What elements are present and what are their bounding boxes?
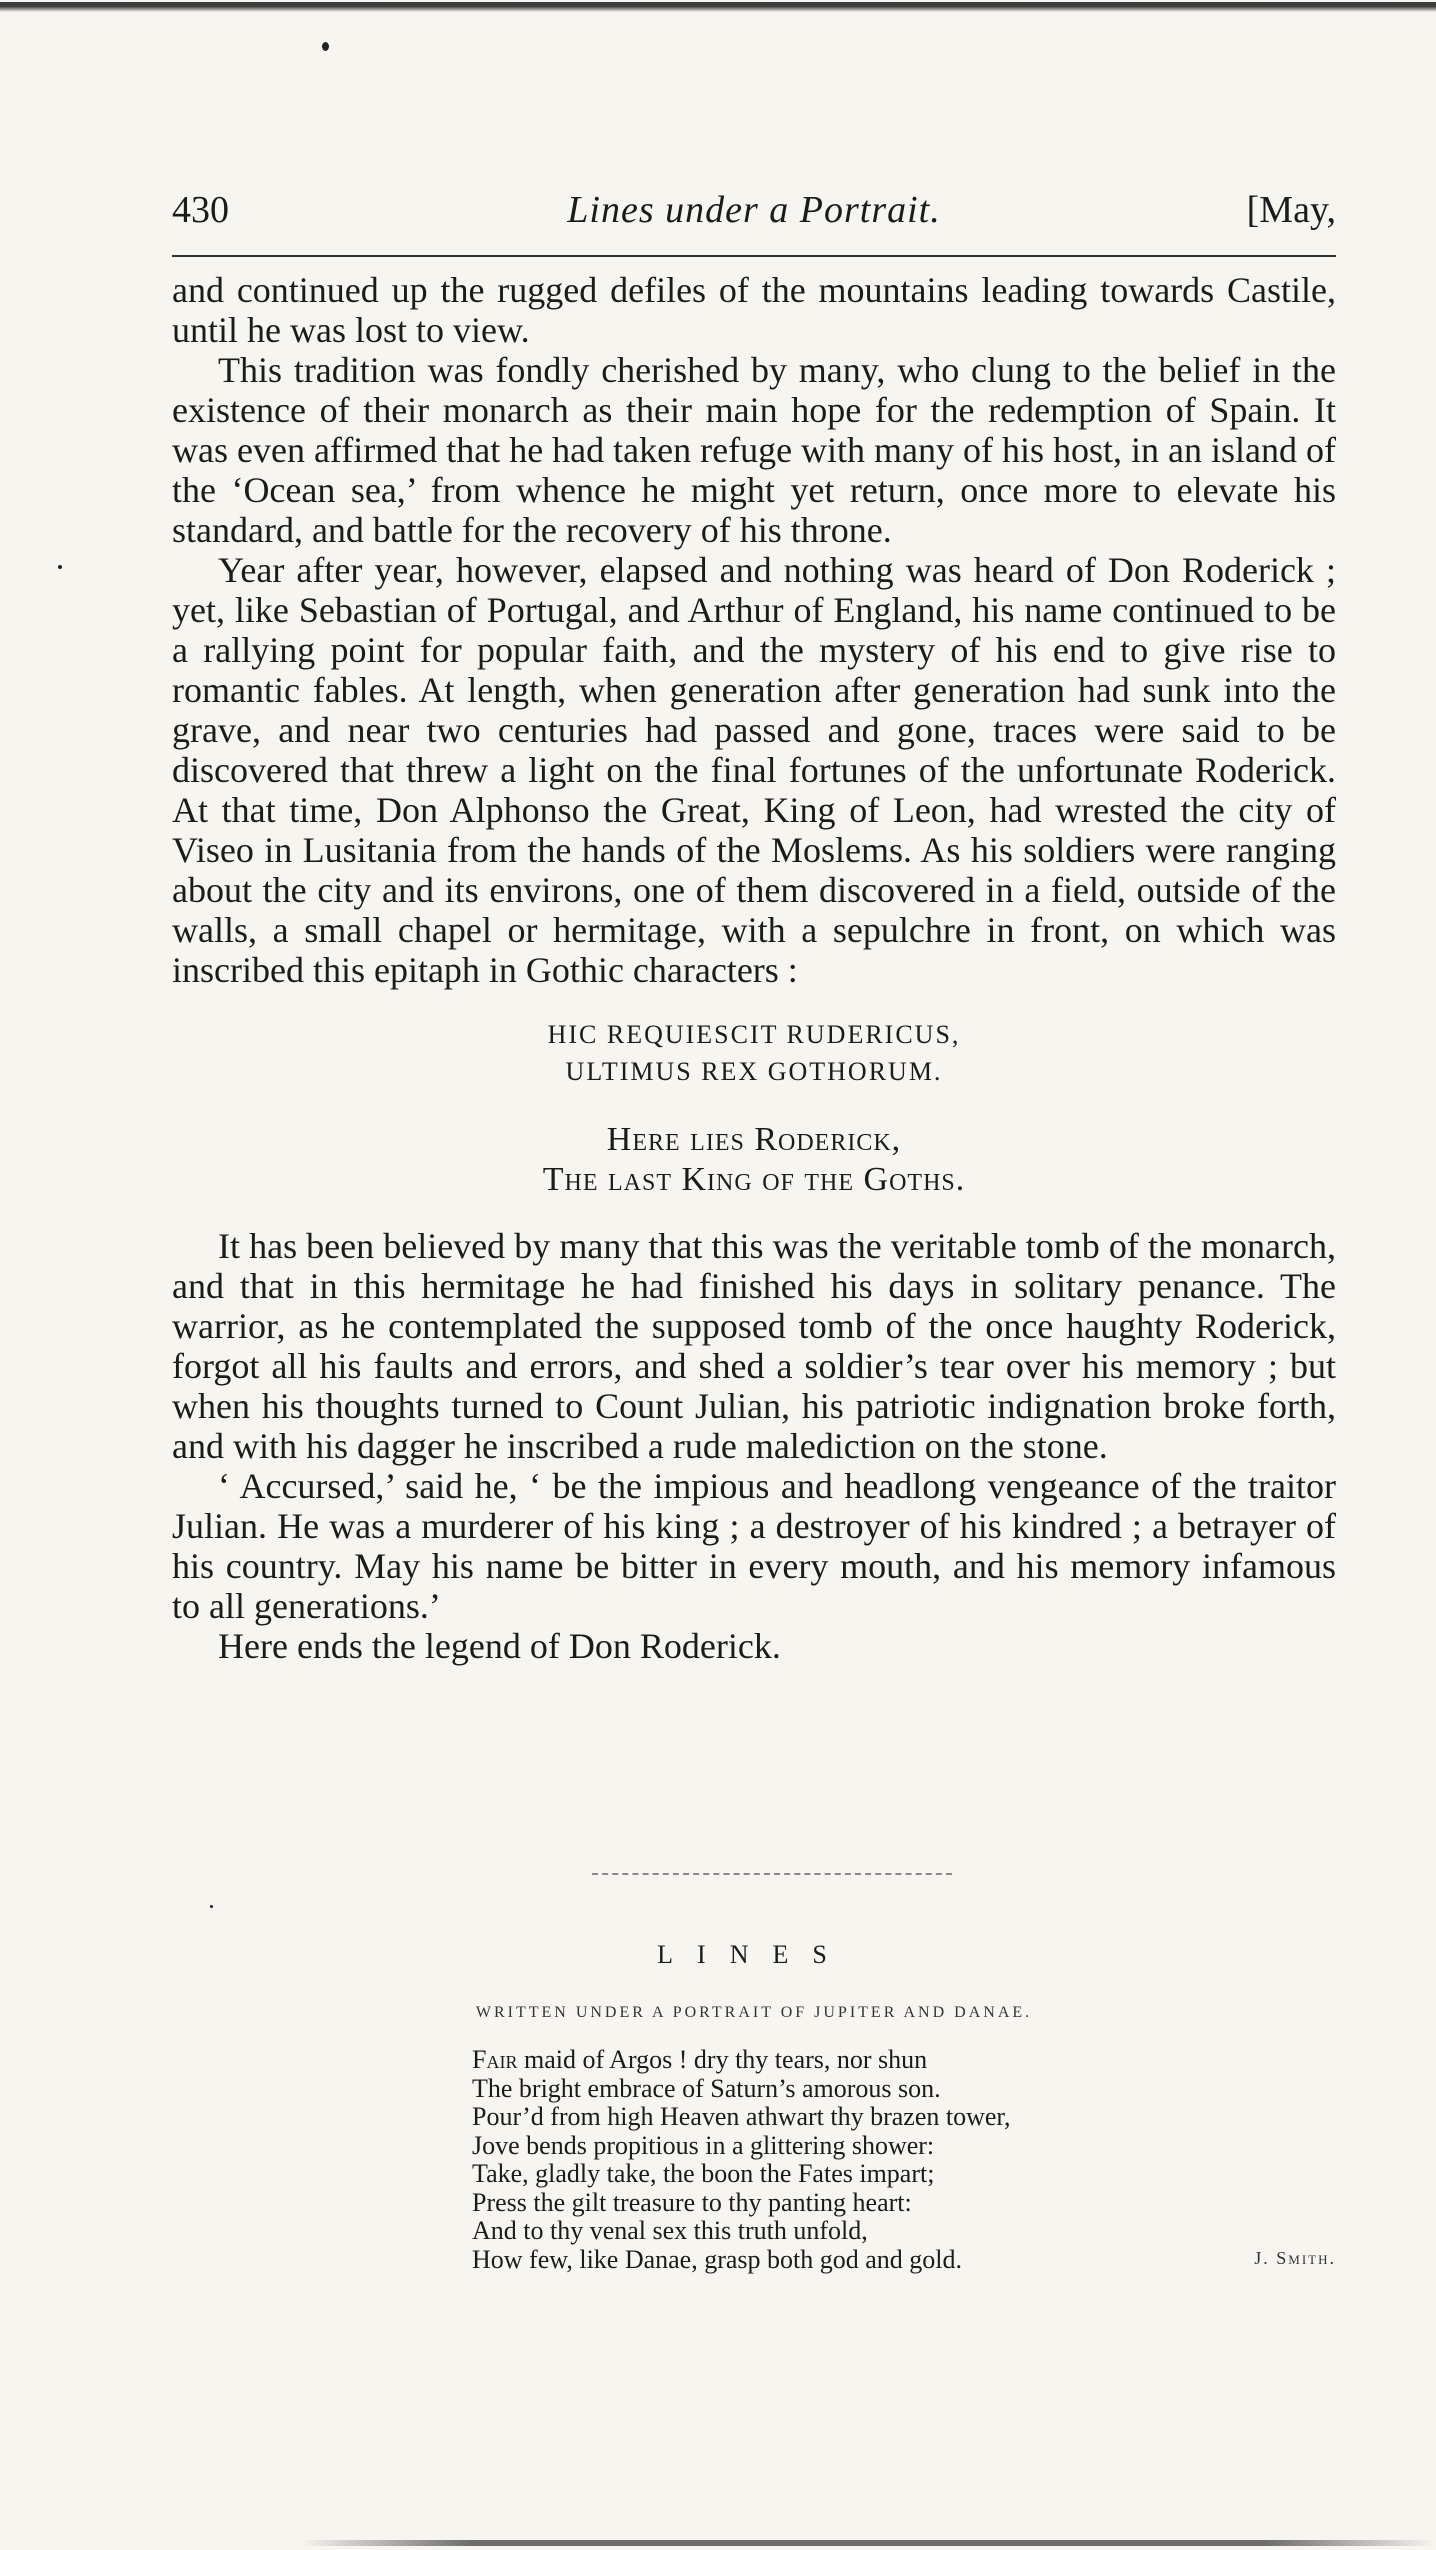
section-divider	[592, 1873, 952, 1875]
epitaph-line: HIC REQUIESCIT RUDERICUS,	[547, 1020, 961, 1049]
paragraph: Here ends the legend of Don Roderick.	[218, 1626, 781, 1666]
header-rule	[172, 255, 1336, 257]
scan-speck	[210, 1905, 213, 1908]
article-body	[172, 270, 1336, 1666]
epitaph-translation-line: Here lies Roderick,	[606, 1121, 902, 1158]
poem-line: Jove bends propitious in a glittering shower:	[472, 2130, 935, 2160]
running-title: Lines under a Portrait.	[567, 189, 941, 231]
poem-line	[472, 2046, 1172, 2075]
paragraph: This tradition was fondly cherished by many, who clung to the belief in the existence of their monarch as their main hope for the redemption of Spain. It was even affirmed that he had taken refuge with many of his host, in an island of the ‘Ocean sea,’ from whence he might yet return, once more to elevate his standard, and battle for the recovery of his throne.	[172, 350, 1337, 550]
poem-title: LINES	[657, 1940, 851, 1969]
poem-line: Take, gladly take, the boon the Fates impart;	[472, 2159, 935, 2188]
epitaph-line: ULTIMUS REX GOTHORUM.	[565, 1057, 943, 1086]
epitaph-translation-line: The last King of the Goths.	[542, 1161, 966, 1198]
paragraph: and continued up the rugged defiles of the mountains leading towards Castile, until he was lost to view.	[172, 270, 1336, 350]
latin-epitaph	[172, 1016, 1336, 1090]
english-epitaph	[172, 1120, 1336, 1200]
paragraph: ‘ Accursed,’ said he, ‘ be the impious and headlong vengeance of the traitor Julian. He was a murderer of his king ; a destroyer of his kindred ; a betrayer of his country. May his name be bitter in every mouth, and his memory infamous to all generations.’	[172, 1466, 1336, 1626]
poem-line: Press the gilt treasure to thy panting heart:	[472, 2187, 912, 2217]
scan-top-edge	[0, 2, 1436, 12]
poem-line: The bright embrace of Saturn’s amorous son.	[472, 2073, 941, 2103]
poem	[472, 2046, 1172, 2274]
poem-first-line-rest: maid of Argos ! dry thy tears, nor shun	[517, 2045, 928, 2074]
scan-speck	[322, 42, 329, 51]
poem-line: And to thy venal sex this truth unfold,	[472, 2216, 868, 2245]
poem-author: J. Smith.	[1254, 2248, 1336, 2268]
paragraph: It has been believed by many that this was the veritable tomb of the monarch, and that in this hermitage he had finished his days in solitary penance. The warrior, as he contemplated the supposed tomb of the once haughty Roderick, forgot all his faults and errors, and shed a soldier’s tear over his memory ; but when his thoughts turned to Count Julian, his patriotic indignation broke forth, and with his dagger he inscribed a rude malediction on the stone.	[172, 1226, 1336, 1466]
scan-bottom-edge	[300, 2540, 1436, 2546]
poem-line: How few, like Danae, grasp both god and gold.	[472, 2244, 963, 2274]
poem-first-word: Fair	[472, 2045, 518, 2074]
poem-line: Pour’d from high Heaven athwart thy brazen tower,	[472, 2102, 1011, 2131]
running-head	[172, 188, 1336, 238]
running-month: [May,	[1246, 189, 1336, 231]
page-number: 430	[172, 189, 229, 231]
scan-speck	[58, 565, 62, 569]
poem-subtitle: WRITTEN UNDER A PORTRAIT OF JUPITER AND DANAE.	[475, 2004, 1033, 2021]
paragraph: Year after year, however, elapsed and nothing was heard of Don Roderick ; yet, like Sebastian of Portugal, and Arthur of England, his name continued to be a rallying point for popular faith, and the mystery of his end to give rise to romantic fables. At length, when generation after generation had sunk into the grave, and near two centuries had passed and gone, traces were said to be discovered that threw a light on the final fortunes of the unfortunate Roderick. At that time, Don Alphonso the Great, King of Leon, had wrested the city of Viseo in Lusitania from the hands of the Moslems. As his soldiers were ranging about the city and its environs, one of them discovered in a field, outside of the walls, a small chapel or hermitage, with a sepulchre in front, on which was inscribed this epitaph in Gothic characters :	[172, 550, 1336, 990]
